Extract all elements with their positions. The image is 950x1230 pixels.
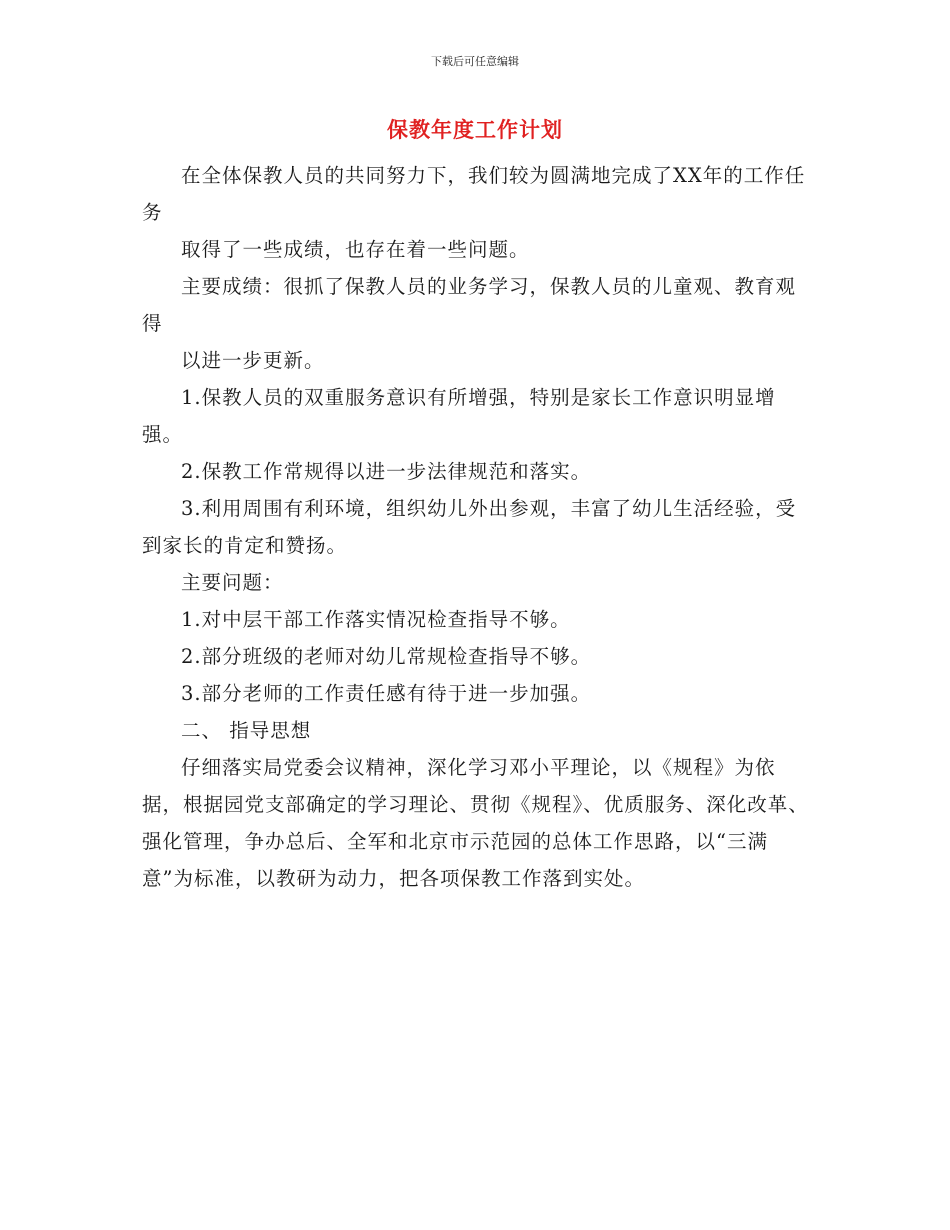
- section-label: 主要问题：: [181, 571, 284, 594]
- paragraph: 1.对中层干部工作落实情况检查指导不够。: [181, 608, 571, 631]
- document-title: 保教年度工作计划: [387, 118, 563, 142]
- paragraph: 取得了一些成绩，也存在着一些问题。: [181, 238, 530, 261]
- section-heading: 二、 指导思想: [181, 719, 312, 742]
- paragraph: 仔细落实局党委会议精神，深化学习邓小平理论，以《规程》为依据，根据园党支部确定的学习理论、贯彻《规程》、优质服务、深化改革、强化管理，争办总后、全军和北京市示范园的总体工作思路，以“三满意”为标准，以教研为动力，把各项保教工作落到实处。: [142, 756, 809, 890]
- paragraph: 2.部分班级的老师对幼儿常规检查指导不够。: [181, 645, 592, 668]
- paragraph: 主要成绩：很抓了保教人员的业务学习，保教人员的儿童观、教育观得: [142, 275, 797, 335]
- document-body: [142, 157, 810, 897]
- paragraph: 2.保教工作常规得以进一步法律规范和落实。: [181, 460, 592, 483]
- header-note: 下载后可任意编辑: [431, 55, 519, 68]
- paragraph: 3.部分老师的工作责任感有待于进一步加强。: [181, 682, 592, 705]
- paragraph: 以进一步更新。: [181, 349, 325, 372]
- paragraph: 在全体保教人员的共同努力下，我们较为圆满地完成了XX年的工作任务: [142, 164, 806, 224]
- paragraph: 3.利用周围有利环境，组织幼儿外出参观，丰富了幼儿生活经验，受到家长的肯定和赞扬。: [142, 497, 797, 557]
- paragraph: 1.保教人员的双重服务意识有所增强，特别是家长工作意识明显增强。: [142, 386, 776, 446]
